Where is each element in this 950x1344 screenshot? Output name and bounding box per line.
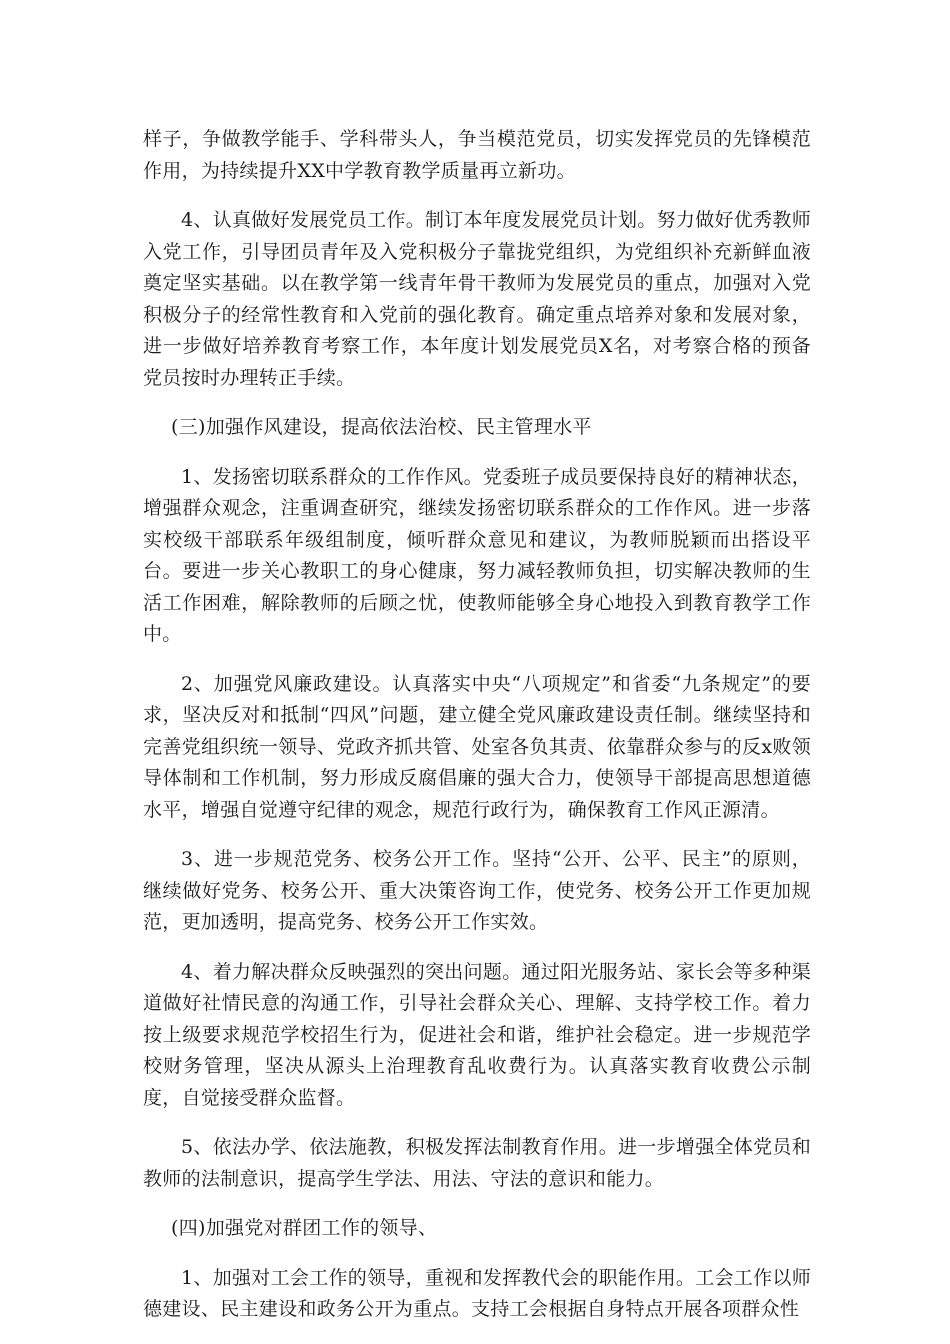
section-heading-3: (三)加强作风建设，提高依法治校、民主管理水平: [171, 416, 592, 438]
paragraph-openness: 3、进一步规范党务、校务公开工作。坚持“公开、公平、民主”的原则，继续做好党务、校务公开、重大决策咨询工作，使党务、校务公开工作更加规范，更加透明，提高党务、校务公开工作实效。: [143, 848, 811, 933]
section-heading-4: (四)加强党对群团工作的领导、: [171, 1217, 438, 1239]
paragraph-continuation: 样子，争做教学能手、学科带头人，争当模范党员，切实发挥党员的先锋模范作用，为持续提升XX中学教育教学质量再立新功。: [143, 128, 811, 182]
paragraph-public-concerns: 4、着力解决群众反映强烈的突出问题。通过阳光服务站、家长会等多种渠道做好社情民意的沟通工作，引导社会群众关心、理解、支持学校工作。着力按上级要求规范学校招生行为，促进社会和谐，维护社会稳定。进一步规范学校财务管理，坚决从源头上治理教育乱收费行为。认真落实教育收费公示制度，自觉接受群众监督。: [143, 960, 811, 1109]
paragraph-trade-union: 1、加强对工会工作的领导，重视和发挥教代会的职能作用。工会工作以师德建设、民主建设和政务公开为重点。支持工会根据自身特点开展各项群众性: [143, 1266, 811, 1320]
paragraph-rule-of-law: 5、依法办学、依法施教，积极发挥法制教育作用。进一步增强全体党员和教师的法制意识，提高学生学法、用法、守法的意识和能力。: [143, 1136, 811, 1190]
paragraph-integrity: 2、加强党风廉政建设。认真落实中央“八项规定”和省委“九条规定”的要求，坚决反对和抵制“四风”问题，建立健全党风廉政建设责任制。继续坚持和完善党组织统一领导、党政齐抓共管、处室各负其责、依靠群众参与的反x败领导体制和工作机制，努力形成反腐倡廉的强大合力，使领导干部提高思想道德水平，增强自觉遵守纪律的观念，规范行政行为，确保教育工作风正源清。: [143, 672, 811, 821]
document-body: [143, 124, 811, 1344]
paragraph-mass-line: 1、发扬密切联系群众的工作作风。党委班子成员要保持良好的精神状态，增强群众观念，注重调查研究，继续发扬密切联系群众的工作作风。进一步落实校级干部联系年级组制度，倾听群众意见和建议，为教师脱颖而出搭设平台。要进一步关心教职工的身心健康，努力减轻教师负担，切实解决教师的生活工作困难，解除教师的后顾之忧，使教师能够全身心地投入到教育教学工作中。: [143, 465, 811, 645]
paragraph-party-development: 4、认真做好发展党员工作。制订本年度发展党员计划。努力做好优秀教师入党工作，引导团员青年及入党积极分子靠拢党组织，为党组织补充新鲜血液奠定坚实基础。以在教学第一线青年骨干教师为发展党员的重点，加强对入党积极分子的经常性教育和入党前的强化教育。确定重点培养对象和发展对象，进一步做好培养教育考察工作，本年度计划发展党员X名，对考察合格的预备党员按时办理转正手续。: [143, 209, 811, 389]
